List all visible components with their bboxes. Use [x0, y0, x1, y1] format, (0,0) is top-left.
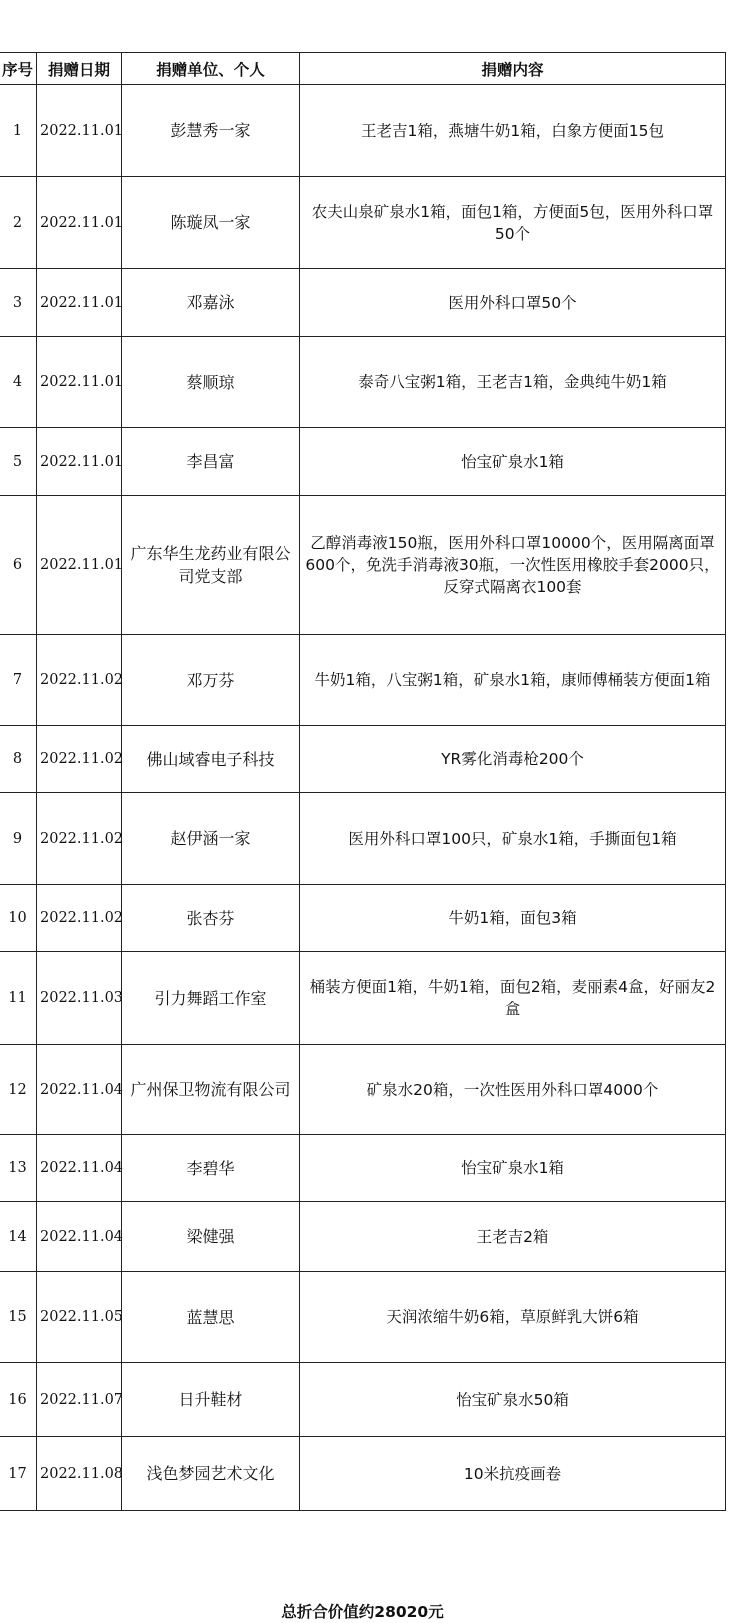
row-donor: 广东华生龙药业有限公司党支部: [122, 496, 300, 635]
row-no: 17: [0, 1437, 37, 1511]
table-row: [0, 337, 726, 428]
row-no: 13: [0, 1135, 37, 1202]
row-no: 12: [0, 1045, 37, 1135]
row-content: 桶装方便面1箱，牛奶1箱，面包2箱，麦丽素4盒，好丽友2盒: [300, 952, 726, 1045]
header-content: 捐赠内容: [300, 53, 726, 85]
row-date: 2022.11.04: [37, 1135, 122, 1202]
row-no: 14: [0, 1202, 37, 1272]
row-content: YR雾化消毒枪200个: [300, 726, 726, 793]
row-donor: 李碧华: [122, 1135, 300, 1202]
table-row: [0, 269, 726, 337]
table-row: [0, 85, 726, 177]
table-row: [0, 496, 726, 635]
row-content: 乙醇消毒液150瓶，医用外科口罩10000个，医用隔离面罩600个，免洗手消毒液30瓶，一次性医用橡胶手套2000只，反穿式隔离衣100套: [300, 496, 726, 635]
row-content: 牛奶1箱，八宝粥1箱，矿泉水1箱，康师傅桶装方便面1箱: [300, 635, 726, 726]
row-no: 4: [0, 337, 37, 428]
row-no: 6: [0, 496, 37, 635]
row-no: 1: [0, 85, 37, 177]
table-row: [0, 1437, 726, 1511]
row-no: 16: [0, 1363, 37, 1437]
total-value: 总折合价值约28020元: [281, 1603, 444, 1621]
row-date: 2022.11.02: [37, 635, 122, 726]
row-date: 2022.11.04: [37, 1202, 122, 1272]
row-donor: 彭慧秀一家: [122, 85, 300, 177]
row-no: 15: [0, 1272, 37, 1363]
row-date: 2022.11.02: [37, 726, 122, 793]
donation-table: [0, 52, 726, 1511]
header-date: 捐赠日期: [37, 53, 122, 85]
row-donor: 陈璇凤一家: [122, 177, 300, 269]
row-content: 10米抗疫画卷: [300, 1437, 726, 1511]
row-content: 王老吉1箱，燕塘牛奶1箱，白象方便面15包: [300, 85, 726, 177]
row-date: 2022.11.02: [37, 885, 122, 952]
row-date: 2022.11.01: [37, 85, 122, 177]
row-donor: 佛山域睿电子科技: [122, 726, 300, 793]
table-row: [0, 1363, 726, 1437]
table-row: [0, 428, 726, 496]
row-no: 8: [0, 726, 37, 793]
table-row: [0, 726, 726, 793]
row-date: 2022.11.02: [37, 793, 122, 885]
row-content: 医用外科口罩100只，矿泉水1箱，手撕面包1箱: [300, 793, 726, 885]
row-donor: 邓万芬: [122, 635, 300, 726]
table-row: [0, 177, 726, 269]
header-no: 序号: [0, 53, 37, 85]
row-content: 医用外科口罩50个: [300, 269, 726, 337]
row-content: 怡宝矿泉水1箱: [300, 1135, 726, 1202]
row-content: 怡宝矿泉水1箱: [300, 428, 726, 496]
row-date: 2022.11.01: [37, 177, 122, 269]
table-row: [0, 1045, 726, 1135]
header-donor: 捐赠单位、个人: [122, 53, 300, 85]
table-row: [0, 635, 726, 726]
row-donor: 邓嘉泳: [122, 269, 300, 337]
row-donor: 日升鞋材: [122, 1363, 300, 1437]
row-donor: 引力舞蹈工作室: [122, 952, 300, 1045]
table-row: [0, 793, 726, 885]
row-content: 怡宝矿泉水50箱: [300, 1363, 726, 1437]
row-content: 泰奇八宝粥1箱，王老吉1箱，金典纯牛奶1箱: [300, 337, 726, 428]
row-date: 2022.11.07: [37, 1363, 122, 1437]
row-donor: 张杏芬: [122, 885, 300, 952]
row-content: 王老吉2箱: [300, 1202, 726, 1272]
row-donor: 赵伊涵一家: [122, 793, 300, 885]
row-date: 2022.11.01: [37, 496, 122, 635]
table-row: [0, 1135, 726, 1202]
row-donor: 蓝慧思: [122, 1272, 300, 1363]
edge-watermark: [670, 1548, 730, 1618]
table-header-row: [0, 53, 726, 85]
row-no: 5: [0, 428, 37, 496]
table-row: [0, 885, 726, 952]
row-content: 天润浓缩牛奶6箱，草原鲜乳大饼6箱: [300, 1272, 726, 1363]
row-no: 2: [0, 177, 37, 269]
table-row: [0, 1202, 726, 1272]
row-date: 2022.11.01: [37, 269, 122, 337]
row-no: 10: [0, 885, 37, 952]
row-date: 2022.11.03: [37, 952, 122, 1045]
row-donor: 李昌富: [122, 428, 300, 496]
row-date: 2022.11.01: [37, 337, 122, 428]
row-donor: 广州保卫物流有限公司: [122, 1045, 300, 1135]
row-content: 牛奶1箱，面包3箱: [300, 885, 726, 952]
row-no: 11: [0, 952, 37, 1045]
row-donor: 蔡顺琼: [122, 337, 300, 428]
table-row: [0, 1272, 726, 1363]
row-date: 2022.11.08: [37, 1437, 122, 1511]
row-no: 7: [0, 635, 37, 726]
row-date: 2022.11.01: [37, 428, 122, 496]
row-date: 2022.11.04: [37, 1045, 122, 1135]
table-row: [0, 952, 726, 1045]
row-content: 矿泉水20箱，一次性医用外科口罩4000个: [300, 1045, 726, 1135]
row-donor: 浅色梦园艺术文化: [122, 1437, 300, 1511]
row-date: 2022.11.05: [37, 1272, 122, 1363]
row-no: 3: [0, 269, 37, 337]
table-body: [0, 85, 726, 1511]
row-donor: 梁健强: [122, 1202, 300, 1272]
row-no: 9: [0, 793, 37, 885]
row-content: 农夫山泉矿泉水1箱，面包1箱，方便面5包，医用外科口罩50个: [300, 177, 726, 269]
